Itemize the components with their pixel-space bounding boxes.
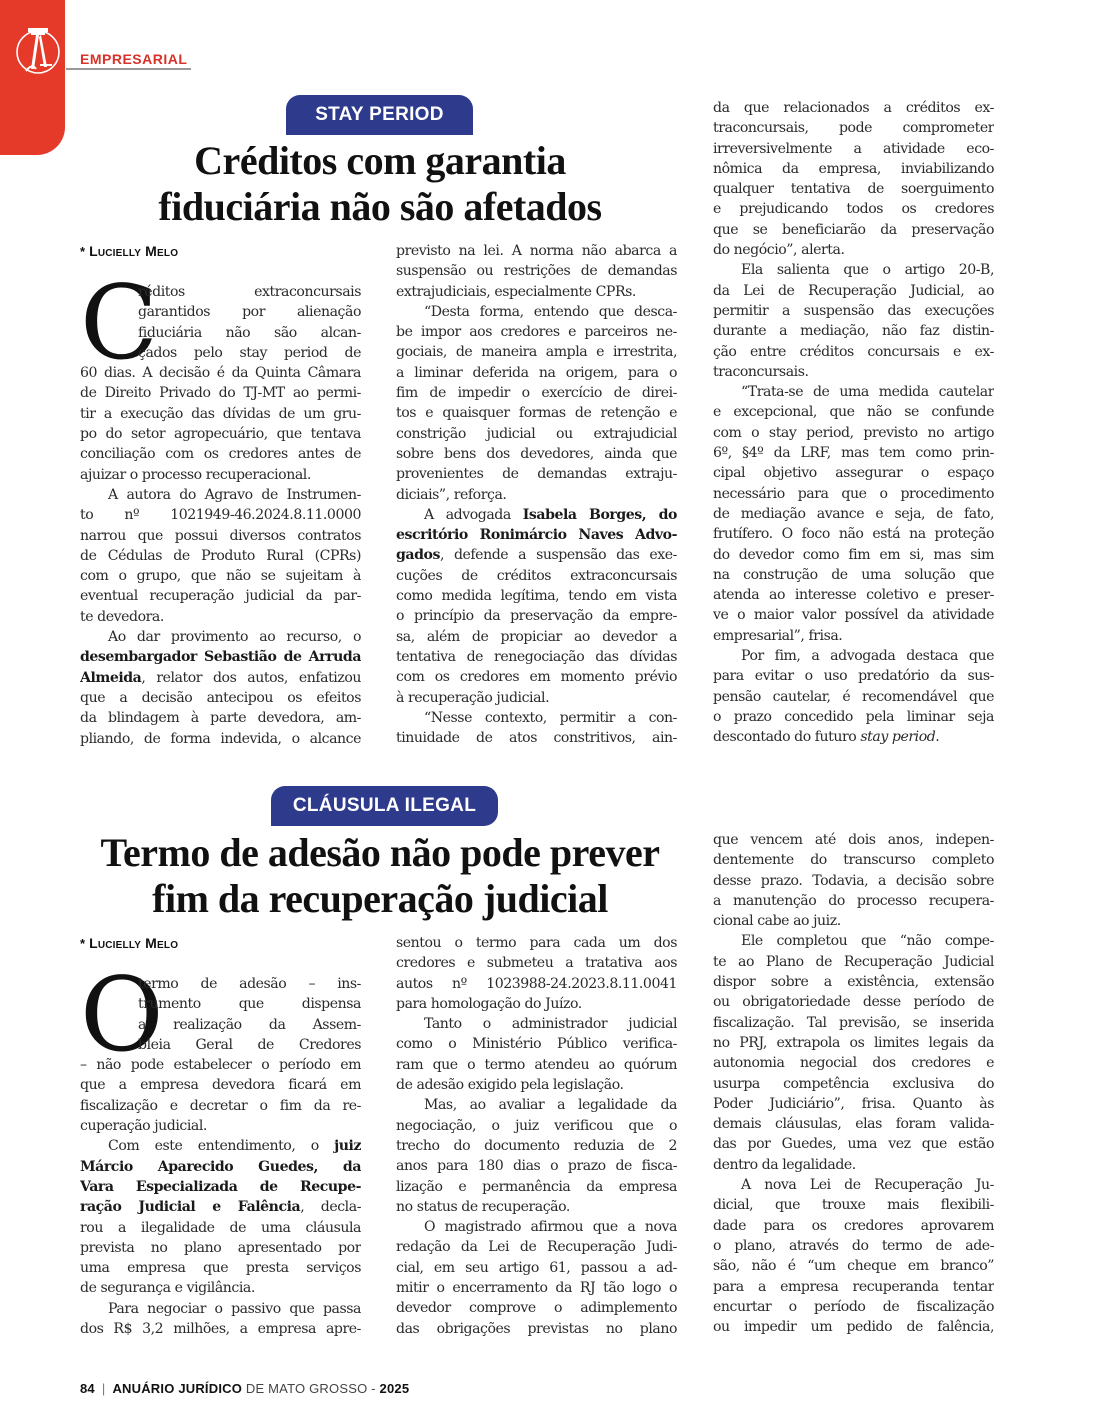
article-1-column-2 xyxy=(396,241,677,748)
article-2-column-3 xyxy=(713,830,994,1337)
text-line: Para negociar o passivo que passa xyxy=(108,1300,361,1317)
text-line: tir a execução das dívidas de um gru- xyxy=(80,405,361,422)
text-line: nômica da empresa, inviabilizando xyxy=(713,160,994,177)
text-line: no status de recuperação. xyxy=(396,1198,570,1215)
text-line: desse prazo. Todavia, a decisão sobre xyxy=(713,872,994,889)
text-line: sobre bens dos devedores, ainda que xyxy=(396,445,677,462)
text-line xyxy=(396,525,677,545)
text-line: autonomia negocial dos credores e xyxy=(713,1055,994,1072)
text-line: na construção de uma solução que xyxy=(713,566,994,583)
text-line: com o grupo, que não se sujeitam à xyxy=(80,568,361,585)
article-1-kicker: STAY PERIOD xyxy=(286,95,473,135)
text-line: “Desta forma, entendo que desca- xyxy=(424,303,677,320)
text-line: eventual recuperação judicial da par- xyxy=(80,588,361,605)
byline-asterisk: * xyxy=(80,936,90,951)
text-line: redação da Lei de Recuperação Judi- xyxy=(396,1239,677,1256)
text-line: constrição judicial ou extrajudicial xyxy=(396,425,677,442)
text-line: – não pode estabelecer o período em xyxy=(80,1057,361,1074)
bold-name: Almeida xyxy=(80,669,142,686)
section-label: EMPRESARIAL xyxy=(80,51,188,67)
article-2-kicker: CLÁUSULA ILEGAL xyxy=(271,786,498,826)
text-line: sa, além de propiciar ao devedor a xyxy=(396,628,677,645)
article-2-headline xyxy=(80,830,680,922)
text-line xyxy=(713,727,994,747)
text-line: pliando, de forma indevida, o alcance xyxy=(80,730,361,747)
text-line: çados pelo stay period de xyxy=(138,344,361,361)
byline-author: Lucielly Melo xyxy=(89,935,179,951)
bold-name: Isabela Borges, do xyxy=(522,506,677,523)
bold-name: Vara Especializada de Recupe- xyxy=(80,1178,361,1195)
text-line: atenda ao interesse coletivo e preser- xyxy=(713,587,994,604)
text-line: durante a mediação, não faz distin- xyxy=(713,323,994,340)
text-line xyxy=(80,1157,361,1177)
article-1-column-3 xyxy=(713,98,994,748)
text-line: Por fim, a advogada destaca que xyxy=(741,648,994,665)
text-line: ajuizar o processo recuperacional. xyxy=(80,466,311,483)
text-line: previsto na lei. A norma não abarca a xyxy=(396,243,677,259)
text-line: a manutenção do processo recupera- xyxy=(713,892,994,909)
text-line: te devedora. xyxy=(80,608,164,625)
text-line: ção entre créditos concursais e ex- xyxy=(713,343,994,360)
text-line: conciliação com os credores antes de xyxy=(80,446,361,463)
text-line: be impor aos credores e parceiros ne- xyxy=(396,324,677,341)
text-line: gociais, de maneira ampla e irrestrita, xyxy=(396,344,677,361)
text-line: para evitar o uso predatório da sus- xyxy=(713,668,994,685)
text-run: A advogada xyxy=(424,506,523,523)
text-line: com os credores em momento prévio xyxy=(396,669,677,686)
text-line: Mas, ao avaliar a legalidade da xyxy=(424,1097,677,1114)
text-line: credores e submeteu a tratativa aos xyxy=(396,955,677,972)
text-line: cipal objetivo assegurar o espaço xyxy=(713,465,994,482)
text-line: tentativa de renegociação das dívidas xyxy=(396,648,677,665)
text-line: lização e permanência da empresa xyxy=(396,1178,677,1195)
text-line: Tanto o administrador judicial xyxy=(424,1016,677,1033)
text-line: Ao dar provimento ao recurso, o xyxy=(108,629,361,646)
publication-year: 2025 xyxy=(379,1381,410,1396)
text-line: cuperação judicial. xyxy=(80,1118,207,1135)
text-line: to nº 1021949-46.2024.8.11.0000 xyxy=(80,507,361,524)
text-run: , defende a suspensão das exe- xyxy=(439,547,677,564)
text-line: diciais”, reforça. xyxy=(396,486,507,503)
text-line: traconcursais, pode comprometer xyxy=(713,120,994,137)
article-1-byline xyxy=(80,243,178,259)
text-line xyxy=(80,1197,361,1217)
article-1-dropcap: C xyxy=(80,264,159,383)
text-line xyxy=(396,545,677,565)
text-line: fiduciária não são alcan- xyxy=(138,324,361,341)
section-color-tab xyxy=(0,0,65,155)
text-line: 6º, §4º da LRF, mas tem como prin- xyxy=(713,445,994,462)
text-line: cional cabe ao juiz. xyxy=(713,913,841,930)
text-line: cuções de créditos extraconcursais xyxy=(396,567,677,584)
text-line: a realização da Assem- xyxy=(138,1016,361,1033)
text-line xyxy=(80,668,361,688)
text-line: prevista no plano apresentado por xyxy=(80,1239,361,1256)
text-line: Ela salienta que o artigo 20-B, xyxy=(741,262,994,279)
text-line: que se beneficiarão da preservação xyxy=(713,221,994,238)
bold-name: juiz xyxy=(334,1138,361,1155)
article-2-column-2 xyxy=(396,933,677,1339)
text-line: fiscalização. Tal previsão, se inserida xyxy=(713,1014,994,1031)
text-line: trecho do documento reduzia de 2 xyxy=(396,1137,677,1154)
text-line: anos para 180 dias o prazo de fisca- xyxy=(396,1158,677,1175)
text-line: qualquer tentativa de soerguimento xyxy=(713,181,994,198)
text-line: dade para os credores aprovarem xyxy=(713,1217,994,1234)
text-line: “Nesse contexto, permitir a con- xyxy=(424,709,677,726)
text-line: no PRJ, extrapola os limites legais da xyxy=(713,1034,994,1051)
text-line: são, não é “um cheque em branco” xyxy=(713,1258,994,1275)
text-line: e prejudicando todos os credores xyxy=(713,201,994,218)
text-line: autos nº 1023988-24.2023.8.11.0041 xyxy=(396,975,677,992)
text-line: o plano, através do termo de ade- xyxy=(713,1237,994,1254)
bold-name: gados xyxy=(396,547,440,564)
text-run: descontado do futuro xyxy=(713,729,861,746)
text-line: O magistrado afirmou que a nova xyxy=(424,1219,677,1236)
text-line: traconcursais. xyxy=(713,363,809,380)
text-line: narrou que possui diversos contratos xyxy=(80,527,361,544)
text-line: como o Ministério Público verifica- xyxy=(396,1036,677,1053)
text-line: para a empresa recuperanda tentar xyxy=(713,1278,994,1295)
text-line: dentemente do transcurso completo xyxy=(713,852,994,869)
text-line: trumento que dispensa xyxy=(138,996,361,1013)
text-line: Ele completou que “não compe- xyxy=(741,933,994,950)
text-line: po do setor agropecuário, que tentava xyxy=(80,426,361,443)
text-line: de Direito Privado do TJ-MT ao permi- xyxy=(80,385,361,402)
text-line: garantidos por alienação xyxy=(138,304,361,321)
text-line: encurtar o período de fiscalização xyxy=(713,1298,994,1315)
text-line: te ao Plano de Recuperação Judicial xyxy=(713,953,994,970)
text-line: da blindagem à parte devedora, am- xyxy=(80,710,361,727)
text-line: de segurança e vigilância. xyxy=(80,1280,255,1297)
text-line: das por Guedes, uma vez que estão xyxy=(713,1136,994,1153)
text-line: que a decisão antecipou os efeitos xyxy=(80,689,361,706)
text-line: empresarial”, frisa. xyxy=(713,627,843,644)
publication-subtitle: DE MATO GROSSO - xyxy=(242,1381,380,1396)
column-seal-icon xyxy=(14,25,62,77)
italic-term: stay period xyxy=(860,729,936,746)
text-line: do devedor como fim em si, mas sim xyxy=(713,546,994,563)
text-line: como medida legítima, tendo em vista xyxy=(396,588,677,605)
text-line: usurpa competência exclusiva do xyxy=(713,1075,994,1092)
section-divider xyxy=(66,68,191,70)
text-line: para homologação do Juízo. xyxy=(396,995,582,1012)
text-line: suspensão ou restrições de demandas xyxy=(396,263,677,280)
page-number: 84 xyxy=(80,1381,95,1396)
text-line: ram que o termo atendeu ao quórum xyxy=(396,1056,677,1073)
byline-author: Lucielly Melo xyxy=(89,243,179,259)
text-line: réditos extraconcursais xyxy=(138,284,361,300)
article-2-dropcap: O xyxy=(80,956,164,1075)
text-line: ve o maior valor possível da atividade xyxy=(713,607,994,624)
text-line: uma empresa que presta serviços xyxy=(80,1260,361,1277)
text-line: dicial, que trouxe mais flexibili- xyxy=(713,1197,994,1214)
bold-name: Márcio Aparecido Guedes, da xyxy=(80,1158,361,1175)
text-line: dentro da legalidade. xyxy=(713,1156,856,1173)
text-line: o prazo concedido pela liminar seja xyxy=(713,708,994,725)
text-line: o princípio da preservação da empre- xyxy=(396,608,677,625)
text-line: e excepcional, que não se confunde xyxy=(713,404,994,421)
text-line xyxy=(80,1177,361,1197)
text-line: pensão cautelar, é recomendável que xyxy=(713,688,994,705)
page-footer xyxy=(80,1381,409,1396)
text-line: provenientes de demandas extraju- xyxy=(396,466,677,483)
byline-asterisk: * xyxy=(80,244,90,259)
text-line: demais cláusulas, elas foram valida- xyxy=(713,1116,994,1133)
text-line: cial, em seu artigo 61, passou a ad- xyxy=(396,1259,677,1276)
text-line: irreversivelmente a atividade eco- xyxy=(713,140,994,157)
text-run: , relator dos autos, enfatizou xyxy=(141,669,361,686)
bold-name: desembargador Sebastião de Arruda xyxy=(80,649,361,666)
text-line: da que relacionados a créditos ex- xyxy=(713,100,994,116)
text-line: à recuperação judicial. xyxy=(396,689,550,706)
text-line: fiscalização e decretar o fim da re- xyxy=(80,1097,361,1114)
text-line: a liminar deferida na origem, para o xyxy=(396,364,677,381)
text-line: rou a ilegalidade de uma cláusula xyxy=(80,1219,361,1236)
text-line: tos e quaisquer formas de retenção e xyxy=(396,405,677,422)
text-line: negociação, o juiz verificou que o xyxy=(396,1117,677,1134)
footer-separator: | xyxy=(101,1381,106,1396)
text-line xyxy=(80,647,361,667)
text-line: tinuidade de atos constritivos, ain- xyxy=(396,730,677,747)
article-1-headline xyxy=(80,138,680,230)
text-line: que vencem até dois anos, indepen- xyxy=(713,832,994,848)
text-line: extrajudiciais, especialmente CPRs. xyxy=(396,283,636,300)
headline-line: Termo de adesão não pode prever xyxy=(100,830,660,875)
headline-line: fim da recuperação judicial xyxy=(152,876,608,921)
text-line: da Lei de Recuperação Judicial, ao xyxy=(713,282,994,299)
text-line: termo de adesão – ins- xyxy=(138,976,361,992)
text-line: de mediação avance e seja, de fato, xyxy=(713,505,994,522)
text-line: bleia Geral de Credores xyxy=(138,1036,361,1053)
text-line: ou obrigatoriedade desse período de xyxy=(713,994,994,1011)
text-line: A autora do Agravo de Instrumen- xyxy=(108,486,361,503)
text-line: 60 dias. A decisão é da Quinta Câmara xyxy=(80,365,361,382)
headline-line: Créditos com garantia xyxy=(194,138,566,183)
text-run: , decla- xyxy=(300,1199,361,1216)
text-line: das obrigações previstas no plano xyxy=(396,1320,677,1337)
text-line: sentou o termo para cada um dos xyxy=(396,935,677,951)
headline-line: fiduciária não são afetados xyxy=(158,184,602,229)
text-line: fim de impedir o exercício de direi- xyxy=(396,385,677,402)
article-2-byline xyxy=(80,935,178,951)
text-line: de Cédulas de Produto Rural (CPRs) xyxy=(80,547,361,564)
text-line xyxy=(396,505,677,525)
article-1-column-1 xyxy=(80,264,361,749)
text-line: dispor sobre a existência, extensão xyxy=(713,974,994,991)
bold-name: escritório Ronimárcio Naves Advo- xyxy=(396,527,677,544)
text-run: . xyxy=(935,729,940,746)
text-line: Poder Judiciário”, frisa. Quanto às xyxy=(713,1095,994,1112)
article-2-column-1 xyxy=(80,956,361,1339)
text-line: com o stay period, previsto no artigo xyxy=(713,424,994,441)
text-line xyxy=(80,1136,361,1156)
text-run: Com este entendimento, o xyxy=(108,1138,335,1155)
text-line: ou impedir um pedido de falência, xyxy=(713,1319,994,1336)
text-line: A nova Lei de Recuperação Ju- xyxy=(741,1177,994,1194)
text-line: permitir a suspensão das execuções xyxy=(713,302,994,319)
publication-name: ANUÁRIO JURÍDICO xyxy=(112,1381,243,1396)
text-line: do negócio”, alerta. xyxy=(713,242,845,259)
text-line: de adesão exigido pela legislação. xyxy=(396,1077,624,1094)
text-line: necessário para que o procedimento xyxy=(713,485,994,502)
text-line: “Trata-se de uma medida cautelar xyxy=(741,384,994,401)
bold-name: ração Judicial e Falência xyxy=(80,1199,301,1216)
text-line: frutífero. O foco não está na proteção xyxy=(713,526,994,543)
text-line: dos R$ 3,2 milhões, a empresa apre- xyxy=(80,1321,361,1338)
text-line: devedor comprove o adimplemento xyxy=(396,1300,677,1317)
text-line: mitir o encerramento da RJ tão logo o xyxy=(396,1280,677,1297)
text-line: que a empresa devedora ficará em xyxy=(80,1077,361,1094)
